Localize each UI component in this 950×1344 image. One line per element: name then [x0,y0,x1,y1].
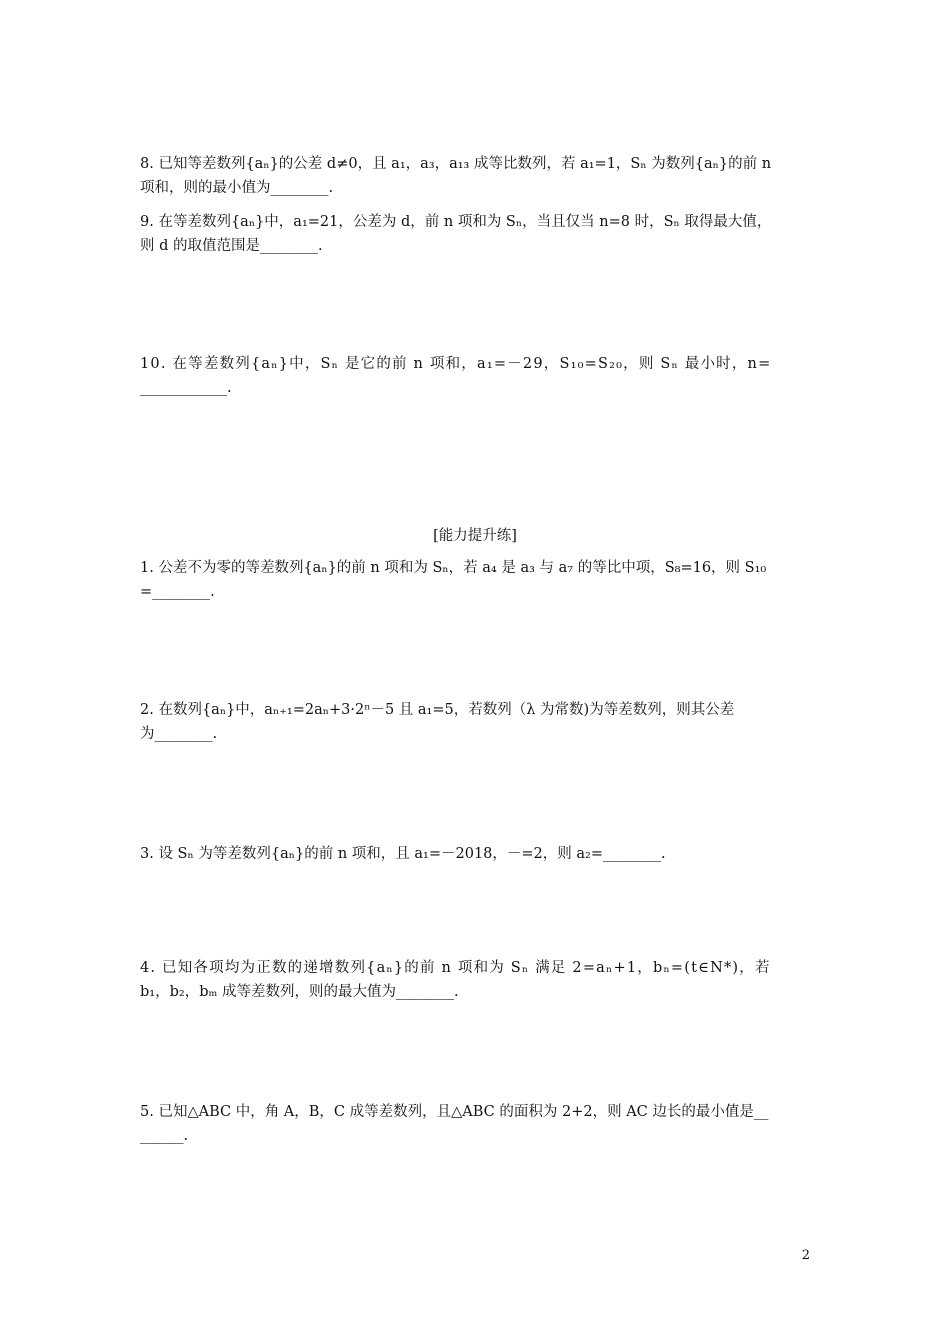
advanced-problem-1-line-1: 1. 公差不为零的等差数列{aₙ}的前 n 项和为 Sₙ，若 a₄ 是 a₃ 与 a₇ 的等比中项，S₈=16，则 S₁₀ [140,560,767,576]
advanced-problem-2-line-2: 为________. [140,726,218,742]
advanced-problem-1 [140,556,812,604]
advanced-problem-3 [140,842,812,866]
problem-8 [140,152,812,200]
advanced-problem-5-line-1: 5. 已知△ABC 中，角 A，B，C 成等差数列，且△ABC 的面积为 2+2，则 AC 边长的最小值是__ [140,1104,769,1120]
advanced-problem-4 [140,956,812,1004]
advanced-problem-3-line-1: 3. 设 Sₙ 为等差数列{aₙ}的前 n 项和，且 a₁=－2018，－=2，则 a₂=________. [140,846,666,862]
problem-9-line-2: 则 d 的取值范围是________. [140,238,323,254]
advanced-problem-1-line-2: =________. [140,584,215,600]
advanced-problem-4-line-1: 4. 已知各项均为正数的递增数列{aₙ}的前 n 项和为 Sₙ 满足 2=aₙ+1，bₙ=(t∈N*)，若 [140,960,771,976]
problem-9 [140,210,812,258]
page-number: 2 [801,1248,810,1263]
advanced-problem-5-line-2: ______. [140,1128,189,1144]
section-heading: [能力提升练] [433,528,517,544]
problem-9-line-1: 9. 在等差数列{aₙ}中，a₁=21，公差为 d，前 n 项和为 Sₙ，当且仅当 n=8 时，Sₙ 取得最大值， [140,214,772,230]
problem-8-line-2: 项和，则的最小值为________. [140,180,334,196]
advanced-problem-2-line-1: 2. 在数列{aₙ}中，aₙ₊₁=2aₙ+3·2ⁿ－5 且 a₁=5，若数列（λ 为常数)为等差数列，则其公差 [140,702,735,718]
advanced-problem-4-line-2: b₁，b₂，bₘ 成等差数列，则的最大值为________. [140,984,459,1000]
problem-10-line-1: 10. 在等差数列{aₙ}中，Sₙ 是它的前 n 项和，a₁=－29，S₁₀=S₂₀，则 Sₙ 最小时，n= [140,356,772,372]
advanced-problem-5 [140,1100,812,1148]
problem-8-line-1: 8. 已知等差数列{aₙ}的公差 d≠0，且 a₁，a₃，a₁₃ 成等比数列，若 a₁=1，Sₙ 为数列{aₙ}的前 n [140,156,772,172]
problem-10 [140,352,812,400]
advanced-problem-2 [140,698,812,746]
problem-10-line-2: ____________. [140,380,232,396]
